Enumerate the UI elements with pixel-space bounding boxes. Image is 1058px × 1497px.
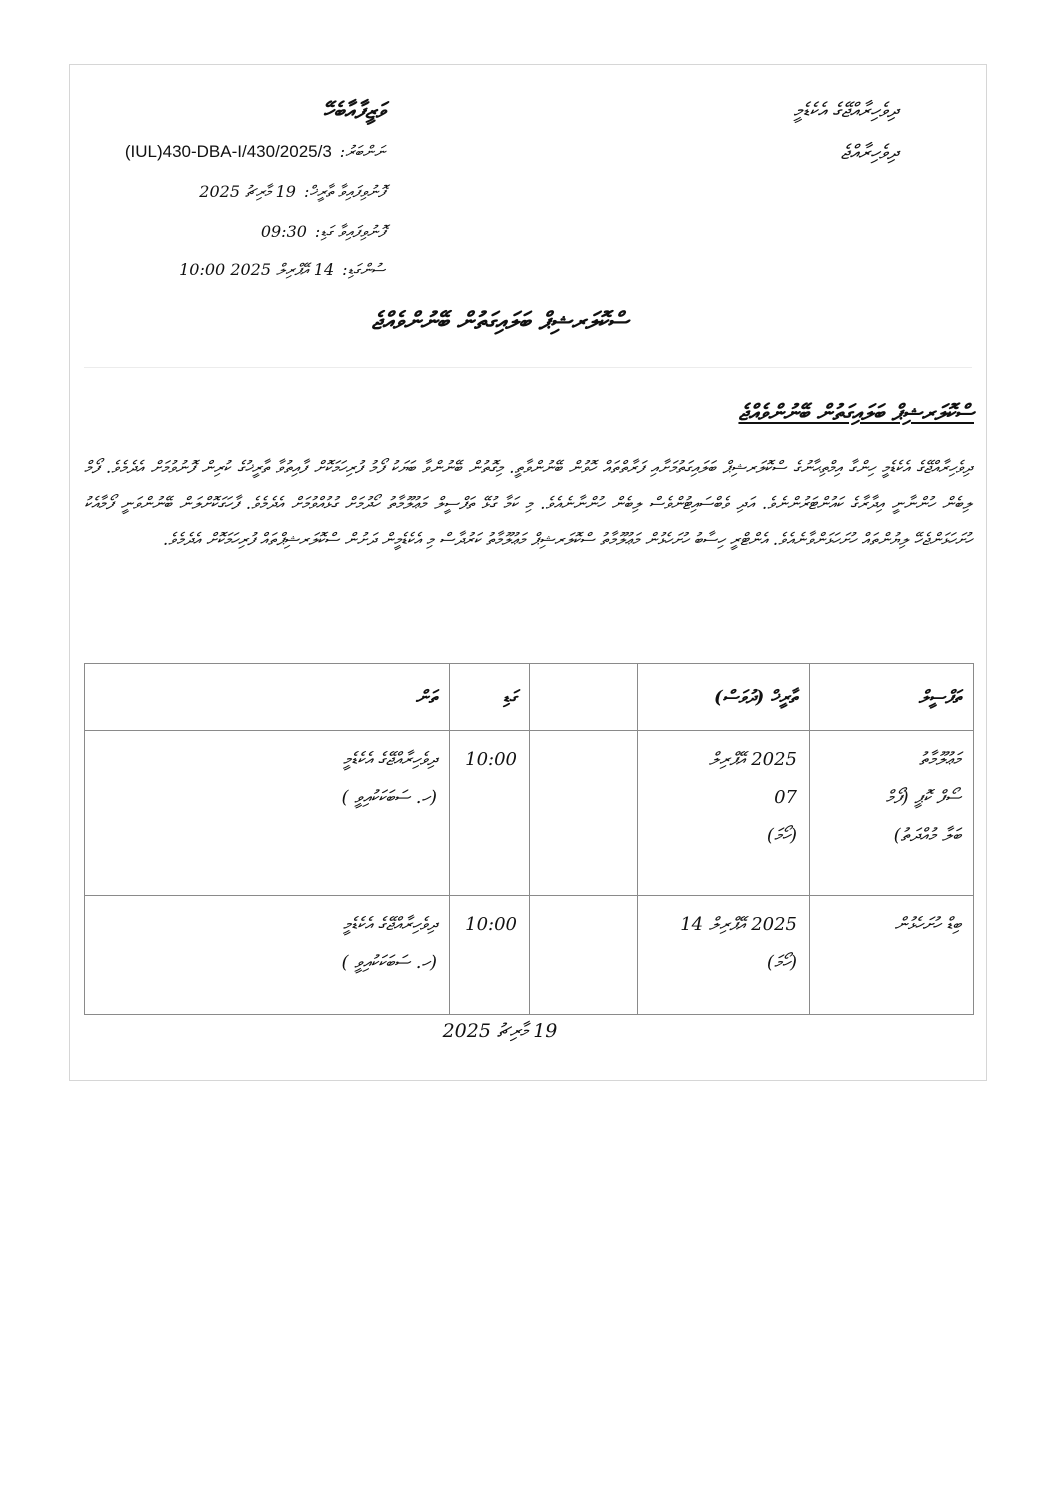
reference-row: [80, 142, 385, 162]
cell-blank: [530, 896, 638, 1015]
table-row: [85, 896, 974, 1015]
sent-date-label: ފޮނުވިފައިވާ ތާރީޚް:: [303, 182, 385, 201]
document-title: ސްކޮލަރޝިޕް ބަލައިގަތުން ބޭނުންވެއްޖެ: [371, 306, 629, 335]
divider: [84, 367, 972, 368]
cell-time: 10:00: [450, 896, 530, 1015]
cell-blank: [530, 731, 638, 896]
cell-detail: މަޢުލޫމާތު ސޯފް ކޮޕީ (ފޯމް ބަލާ މުއްދަތު): [810, 731, 974, 896]
sent-date-value: 19 މާރިޗު 2025: [199, 182, 296, 201]
cell-date: 2025 އޭޕްރިލް 14 (ހޯމަ): [638, 896, 810, 1015]
cell-detail: ބިޑް ހުށަހެޅުން: [810, 896, 974, 1015]
table-row: [85, 731, 974, 896]
schedule-table: [84, 663, 974, 1015]
header-place: ތަން: [85, 664, 450, 731]
sent-time-value: 09:30: [260, 222, 307, 241]
footer-date: 19 މާރިޗު 2025: [442, 1020, 558, 1042]
header-blank: [530, 664, 638, 731]
deadline-label: ސުންގަޑި:: [342, 260, 385, 279]
table-header-row: [85, 664, 974, 731]
sent-time-label: ފޮނުވިފައިވާ ގަޑި:: [314, 222, 385, 241]
header-time: ގަޑި: [450, 664, 530, 731]
reference-label: ނަންބަރު:: [339, 142, 385, 161]
reference-value: (IUL)430-DBA-I/430/2025/3: [124, 142, 332, 161]
cell-date: 2025 އޭޕްރިލް 07 (ހޯމަ): [638, 731, 810, 896]
sent-time-row: [80, 222, 385, 242]
deadline-row: [80, 260, 385, 280]
organization-subtitle: ދިވެހިރާއްޖެ: [840, 140, 898, 164]
document-type: ވަޒީފާއާބެހޭ: [323, 98, 385, 124]
deadline-value: 14 އޭޕްރިލް 2025 10:00: [179, 260, 335, 279]
cell-place: ދިވެހިރާއްޖޭގެ އެކެޑެމީ (ހ. ސަބަކަކުއިވީ ): [85, 731, 450, 896]
section-title: ސްކޮލަރޝިޕް ބަލައިގަތުން ބޭނުންވެއްޖެ: [738, 400, 974, 426]
header-date: ތާރީޚް (ދުވަސް): [638, 664, 810, 731]
organization-name: ދިވެހިރާއްޖޭގެ އެކެޑެމީ: [793, 98, 898, 122]
sent-date-row: [80, 182, 385, 202]
cell-place: ދިވެހިރާއްޖޭގެ އެކެޑެމީ (ހ. ސަބަކަކުއިވީ ): [85, 896, 450, 1015]
body-paragraph: ދިވެހިރާއްޖޭގެ އެކެޑެމީ ހިންގާ އިމްތިޙާނުގެ ސްކޮލަރޝިޕް ބަލައިގަތުމަށާއި ފަރާތްތައް ހޮވުން ބޭނުންވާތީ. މިގޮތުން ބޭނުންވާ ބަޔަކު ފޯމު ފުރިހަމަކޮށް ފާއިތުވާ ތާރީޚުގެ ކުރިން ފޮނުވުމަށް އެދެމެވެ. ފޯމް ލިބެން ހުންނާނީ އިދާރާގެ ކައުންޓަރުންނެވެ. އަދި ވެބްސައިޓުންވެސް ލިބެން ހުންނާނެއެވެ. މި ކަމާ ގުޅޭ ތަފްސީލް މަޢުލޫމާތު ހޯދުމަށް ގުޅުއްވުމަށް އެދެމެވެ. ފާހަގަކޮށްލަން ބޭނުންވަނީ ފޯމާއެކު ހުށަހަޅަންޖެހޭ ލިޔުންތައް ހުށަހަޅަންވާނެއެވެ. އެންޓްރީ ހިސާބު ހުށަހެޅުން މަޢުލޫމާތު ސްކޮލަރޝިޕް މަޢުލޫމާތު ކަރުދާސް މި އެކެޑެމީން ދަށުން ސްކޮލަރޝިޕްތައް ފުރިހަމަކޮށް އެދެމެވެ.: [84, 458, 972, 550]
cell-time: 10:00: [450, 731, 530, 896]
header-detail: ތަފްސީލް: [810, 664, 974, 731]
